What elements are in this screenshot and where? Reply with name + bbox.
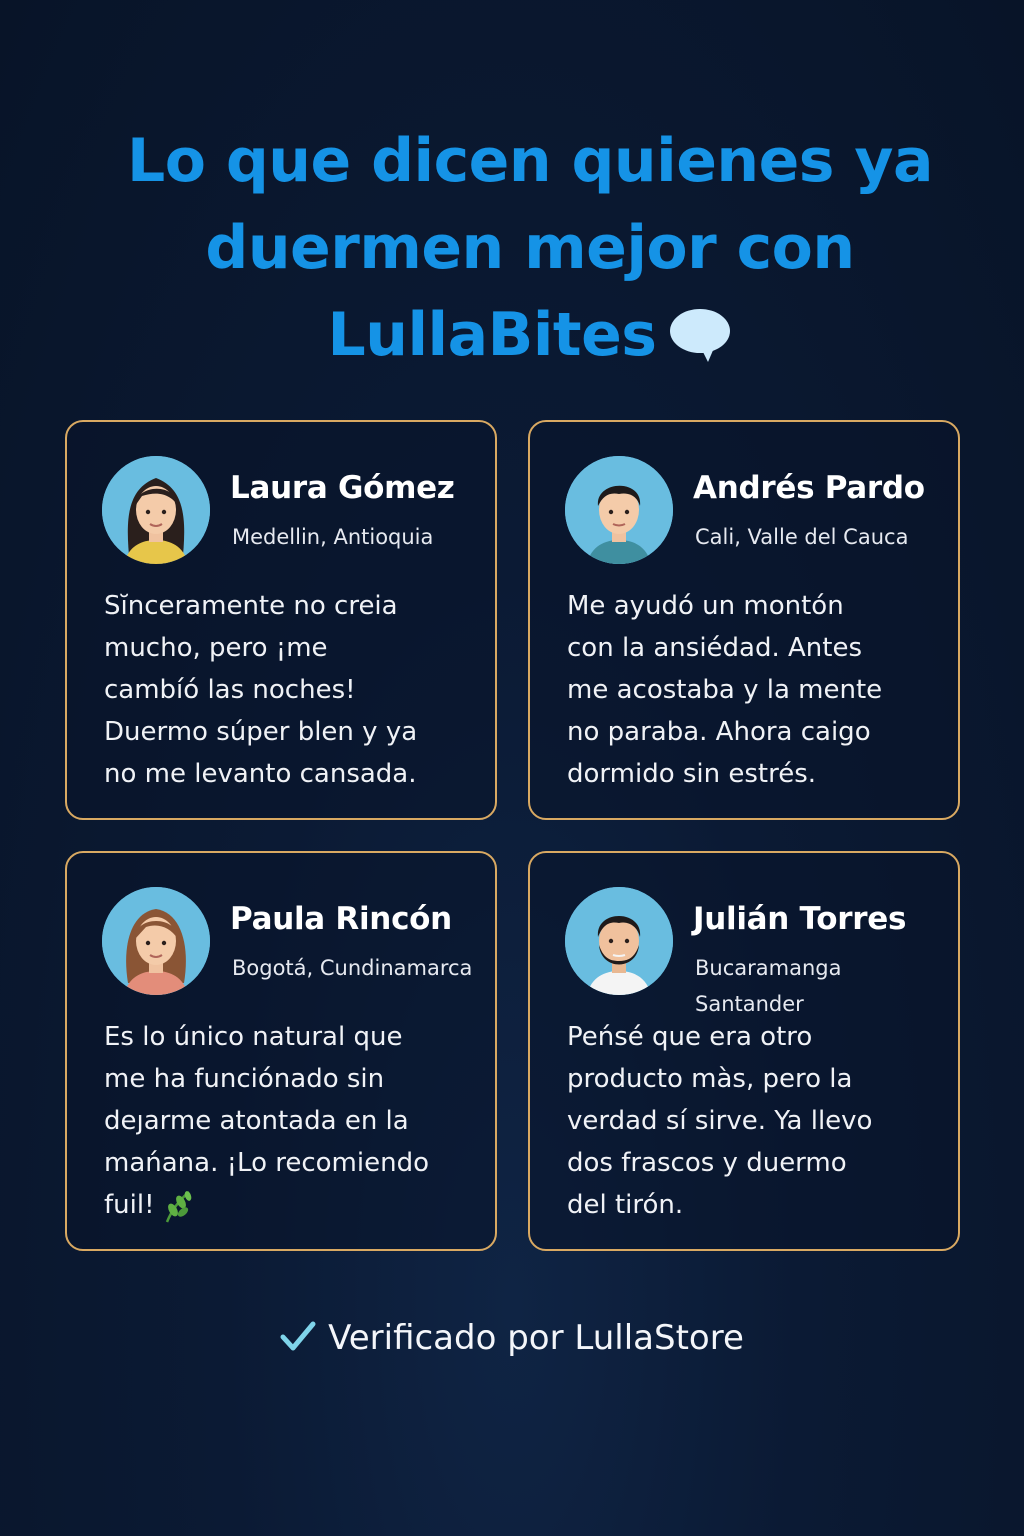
testimonial-quote: [567, 585, 937, 795]
testimonial-card-laura: [65, 420, 497, 820]
location-line: Bogotá, Cundinamarca: [232, 956, 473, 980]
reviewer-location: [232, 519, 492, 555]
quote-line-last: [104, 1184, 474, 1226]
avatar: [102, 887, 210, 995]
testimonial-quote: [104, 1016, 474, 1226]
quote-line: Es lo único natural que: [104, 1022, 403, 1052]
testimonial-card-paula: [65, 851, 497, 1251]
bearded-man-avatar-icon: [565, 887, 673, 995]
quote-line: no me levanto cansada.: [104, 759, 417, 789]
location-line: Medellin, Antioquia: [232, 525, 434, 549]
woman-avatar-icon: [102, 887, 210, 995]
location-line: Bucaramanga: [695, 956, 842, 980]
verified-badge: [0, 1318, 1024, 1358]
reviewer-location: [232, 950, 492, 986]
verified-text: Verificado por LullaStore: [328, 1318, 744, 1358]
quote-line: no paraba. Ahora caigo: [567, 717, 871, 747]
quote-line: me acostaba y la mente: [567, 675, 883, 705]
testimonial-quote: [567, 1016, 937, 1226]
avatar: [565, 887, 673, 995]
reviewer-location: [695, 519, 955, 555]
reviewer-location: [695, 950, 955, 1022]
page-title: [60, 118, 1000, 379]
quote-line: dos frascos y duermo: [567, 1148, 847, 1178]
avatar: [102, 456, 210, 564]
location-line: Cali, Valle del Cauca: [695, 525, 909, 549]
title-line-1: Lo que dicen quienes ya: [127, 126, 933, 196]
quote-line: mucho, pero ¡me: [104, 633, 328, 663]
location-line: Santander: [695, 992, 804, 1016]
quote-line: Peńsé que era otro: [567, 1022, 813, 1052]
reviewer-name: Paula Rincón: [230, 901, 452, 937]
checkmark-icon: [280, 1319, 316, 1353]
speech-bubble-icon: [668, 306, 732, 362]
quote-line: producto màs, pero la: [567, 1064, 853, 1094]
leaf-icon: [161, 1188, 193, 1224]
testimonial-quote: [104, 585, 474, 795]
man-avatar-icon: [565, 456, 673, 564]
quote-line: deȷarme atontada en la: [104, 1106, 409, 1136]
testimonial-card-julian: [528, 851, 960, 1251]
quote-line: del tirón.: [567, 1190, 684, 1220]
quote-line: cambíó las noches!: [104, 675, 356, 705]
reviewer-name: Andrés Pardo: [693, 470, 925, 506]
title-brand: LullaBites: [327, 300, 657, 370]
title-line-2: duermen mejor con: [205, 213, 855, 283]
quote-line: me ha funciónado sin: [104, 1064, 385, 1094]
quote-line: con la ansiédad. Antes: [567, 633, 863, 663]
avatar: [565, 456, 673, 564]
woman-avatar-icon: [102, 456, 210, 564]
quote-line: verdad sí sirve. Ya llevo: [567, 1106, 873, 1136]
quote-line: Me ayudó un montón: [567, 591, 844, 621]
testimonial-card-andres: [528, 420, 960, 820]
quote-line: fuil!: [104, 1190, 155, 1220]
quote-line: dormido sin estrés.: [567, 759, 817, 789]
reviewer-name: Julián Torres: [693, 901, 907, 937]
quote-line: mańana. ¡Lo recomiendo: [104, 1148, 429, 1178]
reviewer-name: Laura Gómez: [230, 470, 455, 506]
title-line-3: [60, 292, 1000, 379]
quote-line: Duermo súper blen y ya: [104, 717, 418, 747]
quote-line: Sĭnceramente no creia: [104, 591, 398, 621]
